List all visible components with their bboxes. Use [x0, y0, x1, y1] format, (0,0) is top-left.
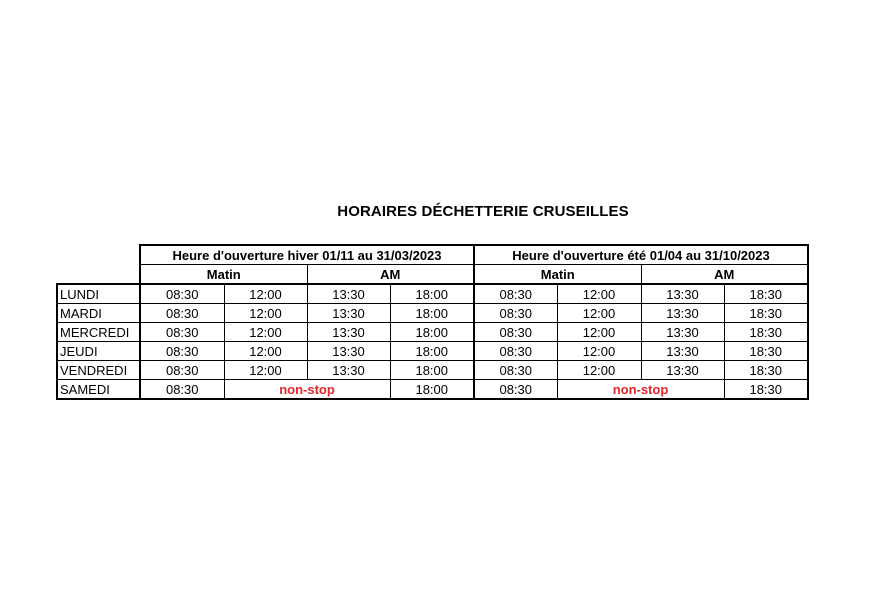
time-cell: 12:00 — [557, 284, 641, 304]
time-cell: 08:30 — [140, 342, 224, 361]
time-cell: 12:00 — [557, 342, 641, 361]
time-cell: 08:30 — [474, 304, 557, 323]
time-cell: 08:30 — [474, 323, 557, 342]
time-cell: 13:30 — [641, 304, 724, 323]
time-cell: 13:30 — [307, 361, 390, 380]
time-cell: 18:30 — [724, 361, 808, 380]
time-cell: 12:00 — [224, 284, 307, 304]
time-cell: 08:30 — [140, 361, 224, 380]
header-row-sessions — [57, 265, 808, 285]
day-label: JEUDI — [57, 342, 140, 361]
winter-matin-header: Matin — [140, 265, 307, 285]
time-cell: 18:00 — [390, 304, 474, 323]
nonstop-label: non-stop — [224, 380, 390, 400]
time-cell: 18:30 — [724, 304, 808, 323]
time-cell: 18:30 — [724, 342, 808, 361]
time-cell: 08:30 — [140, 323, 224, 342]
nonstop-label: non-stop — [557, 380, 724, 400]
time-cell: 18:00 — [390, 323, 474, 342]
time-cell: 18:30 — [724, 323, 808, 342]
time-cell: 13:30 — [641, 342, 724, 361]
day-label: MARDI — [57, 304, 140, 323]
winter-am-header: AM — [307, 265, 474, 285]
time-cell: 12:00 — [224, 361, 307, 380]
time-cell: 08:30 — [474, 284, 557, 304]
time-cell: 18:30 — [724, 284, 808, 304]
time-cell: 13:30 — [307, 304, 390, 323]
time-cell: 18:00 — [390, 380, 474, 400]
time-cell: 12:00 — [557, 304, 641, 323]
table-row — [57, 304, 808, 323]
time-cell: 13:30 — [307, 323, 390, 342]
time-cell: 12:00 — [224, 342, 307, 361]
day-label: VENDREDI — [57, 361, 140, 380]
time-cell: 12:00 — [557, 361, 641, 380]
time-cell: 13:30 — [641, 361, 724, 380]
table-row — [57, 323, 808, 342]
table-row-samedi — [57, 380, 808, 400]
summer-am-header: AM — [641, 265, 808, 285]
time-cell: 13:30 — [307, 284, 390, 304]
summer-period-header: Heure d'ouverture été 01/04 au 31/10/2023 — [474, 245, 808, 265]
schedule-table — [56, 244, 809, 400]
corner-blank — [57, 245, 140, 265]
table-row — [57, 284, 808, 304]
table-row — [57, 361, 808, 380]
winter-period-header: Heure d'ouverture hiver 01/11 au 31/03/2023 — [140, 245, 474, 265]
time-cell: 08:30 — [474, 361, 557, 380]
time-cell: 18:00 — [390, 284, 474, 304]
time-cell: 13:30 — [641, 284, 724, 304]
day-label: SAMEDI — [57, 380, 140, 400]
summer-matin-header: Matin — [474, 265, 641, 285]
time-cell: 13:30 — [307, 342, 390, 361]
time-cell: 08:30 — [140, 284, 224, 304]
page-title: HORAIRES DÉCHETTERIE CRUSEILLES — [337, 203, 629, 220]
day-label: LUNDI — [57, 284, 140, 304]
header-row-periods — [57, 245, 808, 265]
time-cell: 18:00 — [390, 361, 474, 380]
time-cell: 08:30 — [474, 380, 557, 400]
time-cell: 08:30 — [140, 380, 224, 400]
time-cell: 13:30 — [641, 323, 724, 342]
time-cell: 18:30 — [724, 380, 808, 400]
day-label: MERCREDI — [57, 323, 140, 342]
table-row — [57, 342, 808, 361]
time-cell: 12:00 — [224, 323, 307, 342]
time-cell: 08:30 — [140, 304, 224, 323]
time-cell: 12:00 — [557, 323, 641, 342]
time-cell: 18:00 — [390, 342, 474, 361]
time-cell: 08:30 — [474, 342, 557, 361]
corner-blank — [57, 265, 140, 285]
time-cell: 12:00 — [224, 304, 307, 323]
